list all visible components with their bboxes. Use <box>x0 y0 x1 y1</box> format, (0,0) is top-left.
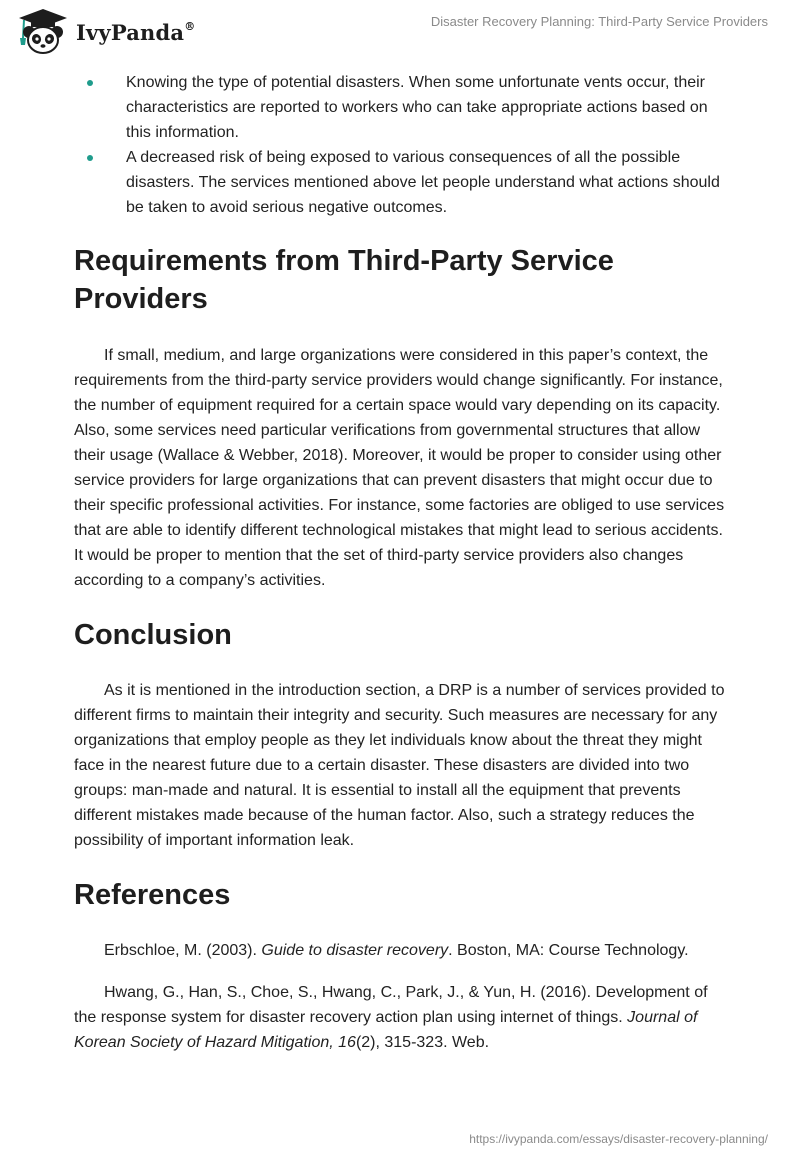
source-url[interactable]: https://ivypanda.com/essays/disaster-recovery-planning/ <box>469 1132 768 1146</box>
reference-entry: Erbschloe, M. (2003). Guide to disaster recovery. Boston, MA: Course Technology. <box>104 942 689 959</box>
document-title: Disaster Recovery Planning: Third-Party Service Providers <box>430 14 768 29</box>
section-heading-references: References <box>74 879 231 911</box>
bullet-dot-icon <box>87 80 93 86</box>
requirements-paragraph: If small, medium, and large organizations were considered in this paper’s context, the requirements from the third-party service providers would change significantly. For instance, the number of equipment required for a certain space would vary depending on its capacity. Also, some services need particular verifications from governmental structures that allow their usage (Wallace & Webber, 2018). Moreover, it would be proper to consider using other service providers for large organizations that can prevent disasters that might occur due to their specific professional activities. For instance, some factories are obliged to use services that are able to identify different technological mistakes that might lead to serious accidents. It would be proper to mention that the set of third-party service providers also changes according to a company’s activities. <box>74 347 725 589</box>
list-item: Knowing the type of potential disasters. When some unfortunate vents occur, their characteristics are reported to workers who can take appropriate actions based on this information. <box>74 70 728 145</box>
conclusion-paragraph: As it is mentioned in the introduction section, a DRP is a number of services provided to different firms to maintain their integrity and security. Such measures are necessary for any organizations that employ people as they let individuals know about the threat they might face in the nearest future due to a certain disaster. These disasters are divided into two groups: man-made and natural. It is essential to install all the equipment that prevents different mistakes made because of the human factor. Also, such a strategy reduces the possibility of important information leak. <box>74 682 725 849</box>
list-item: A decreased risk of being exposed to various consequences of all the possible disasters. The services mentioned above let people understand what actions should be taken to avoid serious negative outcomes. <box>74 145 728 220</box>
panda-graduate-icon <box>14 8 72 56</box>
section-heading-conclusion: Conclusion <box>74 619 232 651</box>
document-body <box>74 70 728 1055</box>
bullet-dot-icon <box>87 155 93 161</box>
reference-entry: Hwang, G., Han, S., Choe, S., Hwang, C., Park, J., & Yun, H. (2016). Development of the response system for disaster recovery action plan using internet of things. Journal of Korean Society of Hazard Mitigation, 16(2), 315-323. Web. <box>74 984 708 1051</box>
logo-text: IvyPanda® <box>76 19 196 45</box>
ivypanda-logo[interactable] <box>14 8 195 56</box>
section-heading-requirements: Requirements from Third-Party Service Providers <box>74 245 614 315</box>
bullet-list <box>74 70 728 220</box>
page-header <box>0 0 800 64</box>
